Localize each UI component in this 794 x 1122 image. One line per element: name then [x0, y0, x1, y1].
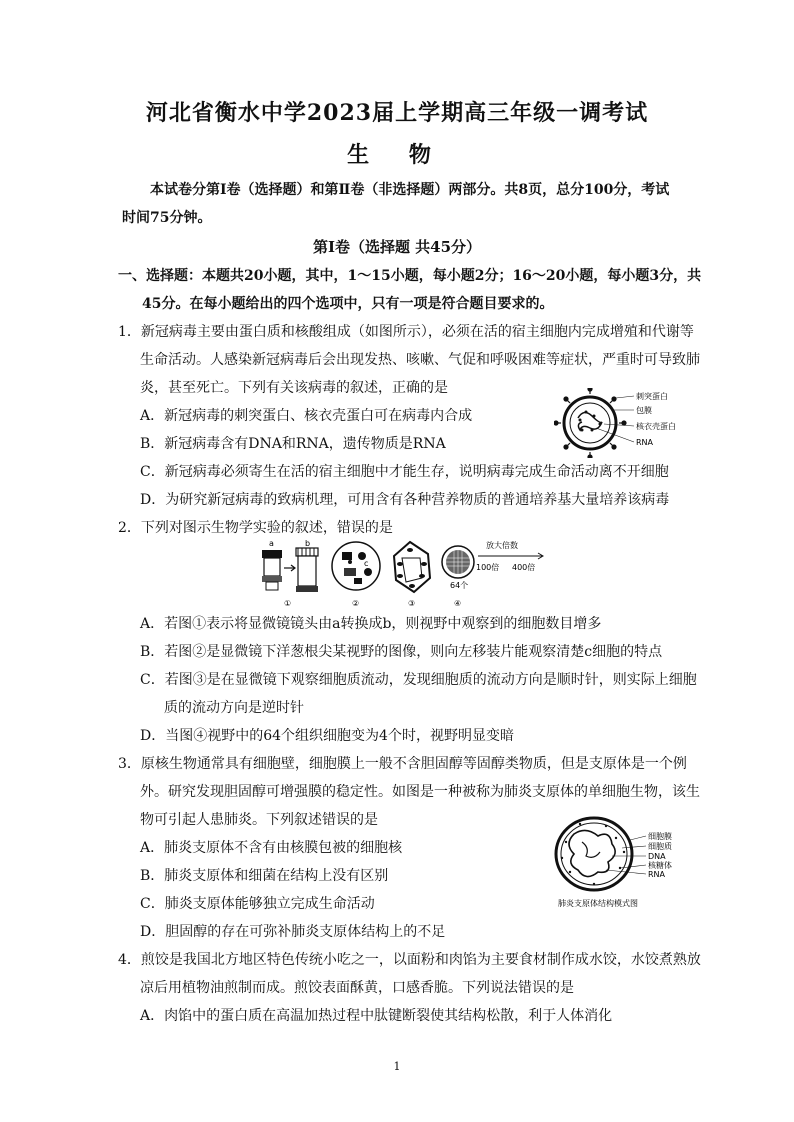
- lens-b-label: b: [305, 539, 311, 548]
- question-3-stem: 3．原核生物通常具有细胞壁，细胞膜上一般不含胆固醇等固醇类物质，但是支原体是一个例外。研究发现胆固醇可增强膜的稳定性。如图是一种被称为肺炎支原体的单细胞生物，该生物可引起人患肺炎。下列叙述错误的是: [118, 756, 700, 828]
- mycoplasma-figure: [550, 812, 686, 910]
- question-1-option-a: A．新冠病毒的刺突蛋白、核衣壳蛋白可在病毒内合成: [140, 408, 473, 424]
- subject-title: 生 物: [347, 142, 447, 168]
- root-tip-field-figure: [332, 542, 380, 608]
- virus-particle: [554, 388, 626, 458]
- question-2-stem: 2．下列对图示生物学实验的叙述，错误的是: [118, 520, 393, 536]
- cell-c-label: c: [364, 559, 369, 568]
- question-3-option-b: B．肺炎支原体和细菌在结构上没有区别: [140, 868, 389, 884]
- cytoplasm-streaming-figure: [394, 542, 430, 608]
- question-2-option-c: C．若图③是在显微镜下观察细胞质流动，发现细胞质的流动方向是顺时针，则实际上细胞质的流动方向是逆时针: [140, 672, 697, 716]
- question-4-stem: 4．煎饺是我国北方地区特色传统小吃之一，以面粉和肉馅为主要食材制作成水饺，水饺煮熟放凉后用植物油煎制而成。煎饺表面酥黄，口感香脆。下列说法错误的是: [118, 952, 701, 996]
- label-rna: RNA: [648, 870, 666, 879]
- question-2-option-d: D．当图④视野中的64个组织细胞变为4个时，视野明显变暗: [140, 728, 514, 744]
- microscope-experiment-figure: [250, 538, 550, 610]
- question-2-option-a: A．若图①表示将显微镜镜头由a转换成b，则视野中观察到的细胞数目增多: [140, 616, 602, 632]
- coronavirus-figure: [554, 388, 684, 458]
- figure-number-1: ①: [284, 599, 292, 608]
- label-envelope: 包膜: [636, 406, 652, 415]
- question-3-option-d: D．胆固醇的存在可弥补肺炎支原体结构上的不足: [140, 924, 446, 940]
- question-1-option-d: D．为研究新冠病毒的致病机理，可用含有各种营养物质的普通培养基大量培养该病毒: [140, 492, 670, 508]
- magnification-high: 400倍: [512, 563, 536, 572]
- question-2-option-b: B．若图②是显微镜下洋葱根尖某视野的图像，则向左移装片能观察清楚c细胞的特点: [140, 644, 663, 660]
- label-cell-membrane: 细胞膜: [648, 832, 672, 841]
- question-3-option-a: A．肺炎支原体不含有由核膜包被的细胞核: [140, 840, 403, 856]
- section-title: 第Ⅰ卷（选择题 共45分）: [312, 238, 482, 256]
- lens-a-label: a: [269, 539, 274, 548]
- label-nucleocapsid-protein: 核衣壳蛋白: [636, 422, 676, 431]
- label-rna: RNA: [636, 438, 654, 447]
- magnification-low: 100倍: [476, 563, 500, 572]
- magnification-title: 放大倍数: [486, 541, 518, 550]
- figure-number-2: ②: [352, 599, 360, 608]
- mycoplasma-caption: 肺炎支原体结构模式图: [558, 899, 638, 908]
- label-spike-protein: 刺突蛋白: [636, 392, 668, 401]
- figure-number-3: ③: [408, 599, 416, 608]
- cell-count-field-figure: [442, 540, 543, 608]
- label-cytoplasm: 细胞质: [648, 842, 672, 851]
- exam-intro: 本试卷分第Ⅰ卷（选择题）和第Ⅱ卷（非选择题）两部分。共8页，总分100分，考试时间75分钟。: [122, 182, 670, 226]
- question-3-option-c: C．肺炎支原体能够独立完成生命活动: [140, 896, 375, 912]
- cell-count-label: 64个: [450, 581, 469, 590]
- label-ribosome: 核糖体: [648, 861, 672, 870]
- section-instructions: 一、选择题：本题共20小题，其中，1～15小题，每小题2分；16～20小题，每小题3分，共45分。在每小题给出的四个选项中，只有一项是符合题目要求的。: [118, 268, 702, 312]
- question-1-option-c: C．新冠病毒必须寄生在活的宿主细胞中才能生存，说明病毒完成生命活动离不开细胞: [140, 464, 669, 480]
- page-number: 1: [393, 1060, 401, 1073]
- question-1-stem: 1．新冠病毒主要由蛋白质和核酸组成（如图所示），必须在活的宿主细胞内完成增殖和代谢等生命活动。人感染新冠病毒后会出现发热、咳嗽、气促和呼吸困难等症状，严重时可导致肺炎，甚至死亡。下列有关该病毒的叙述，正确的是: [118, 324, 700, 396]
- exam-title: 河北省衡水中学2023届上学期高三年级一调考试: [145, 100, 649, 126]
- figure-number-4: ④: [454, 599, 462, 608]
- lens-figure: [262, 539, 318, 608]
- label-dna: DNA: [648, 852, 666, 861]
- question-4-option-a: A．肉馅中的蛋白质在高温加热过程中肽键断裂使其结构松散，利于人体消化: [140, 1008, 613, 1024]
- question-1-option-b: B．新冠病毒含有DNA和RNA，遗传物质是RNA: [140, 436, 446, 452]
- mycoplasma-cell: [556, 818, 632, 890]
